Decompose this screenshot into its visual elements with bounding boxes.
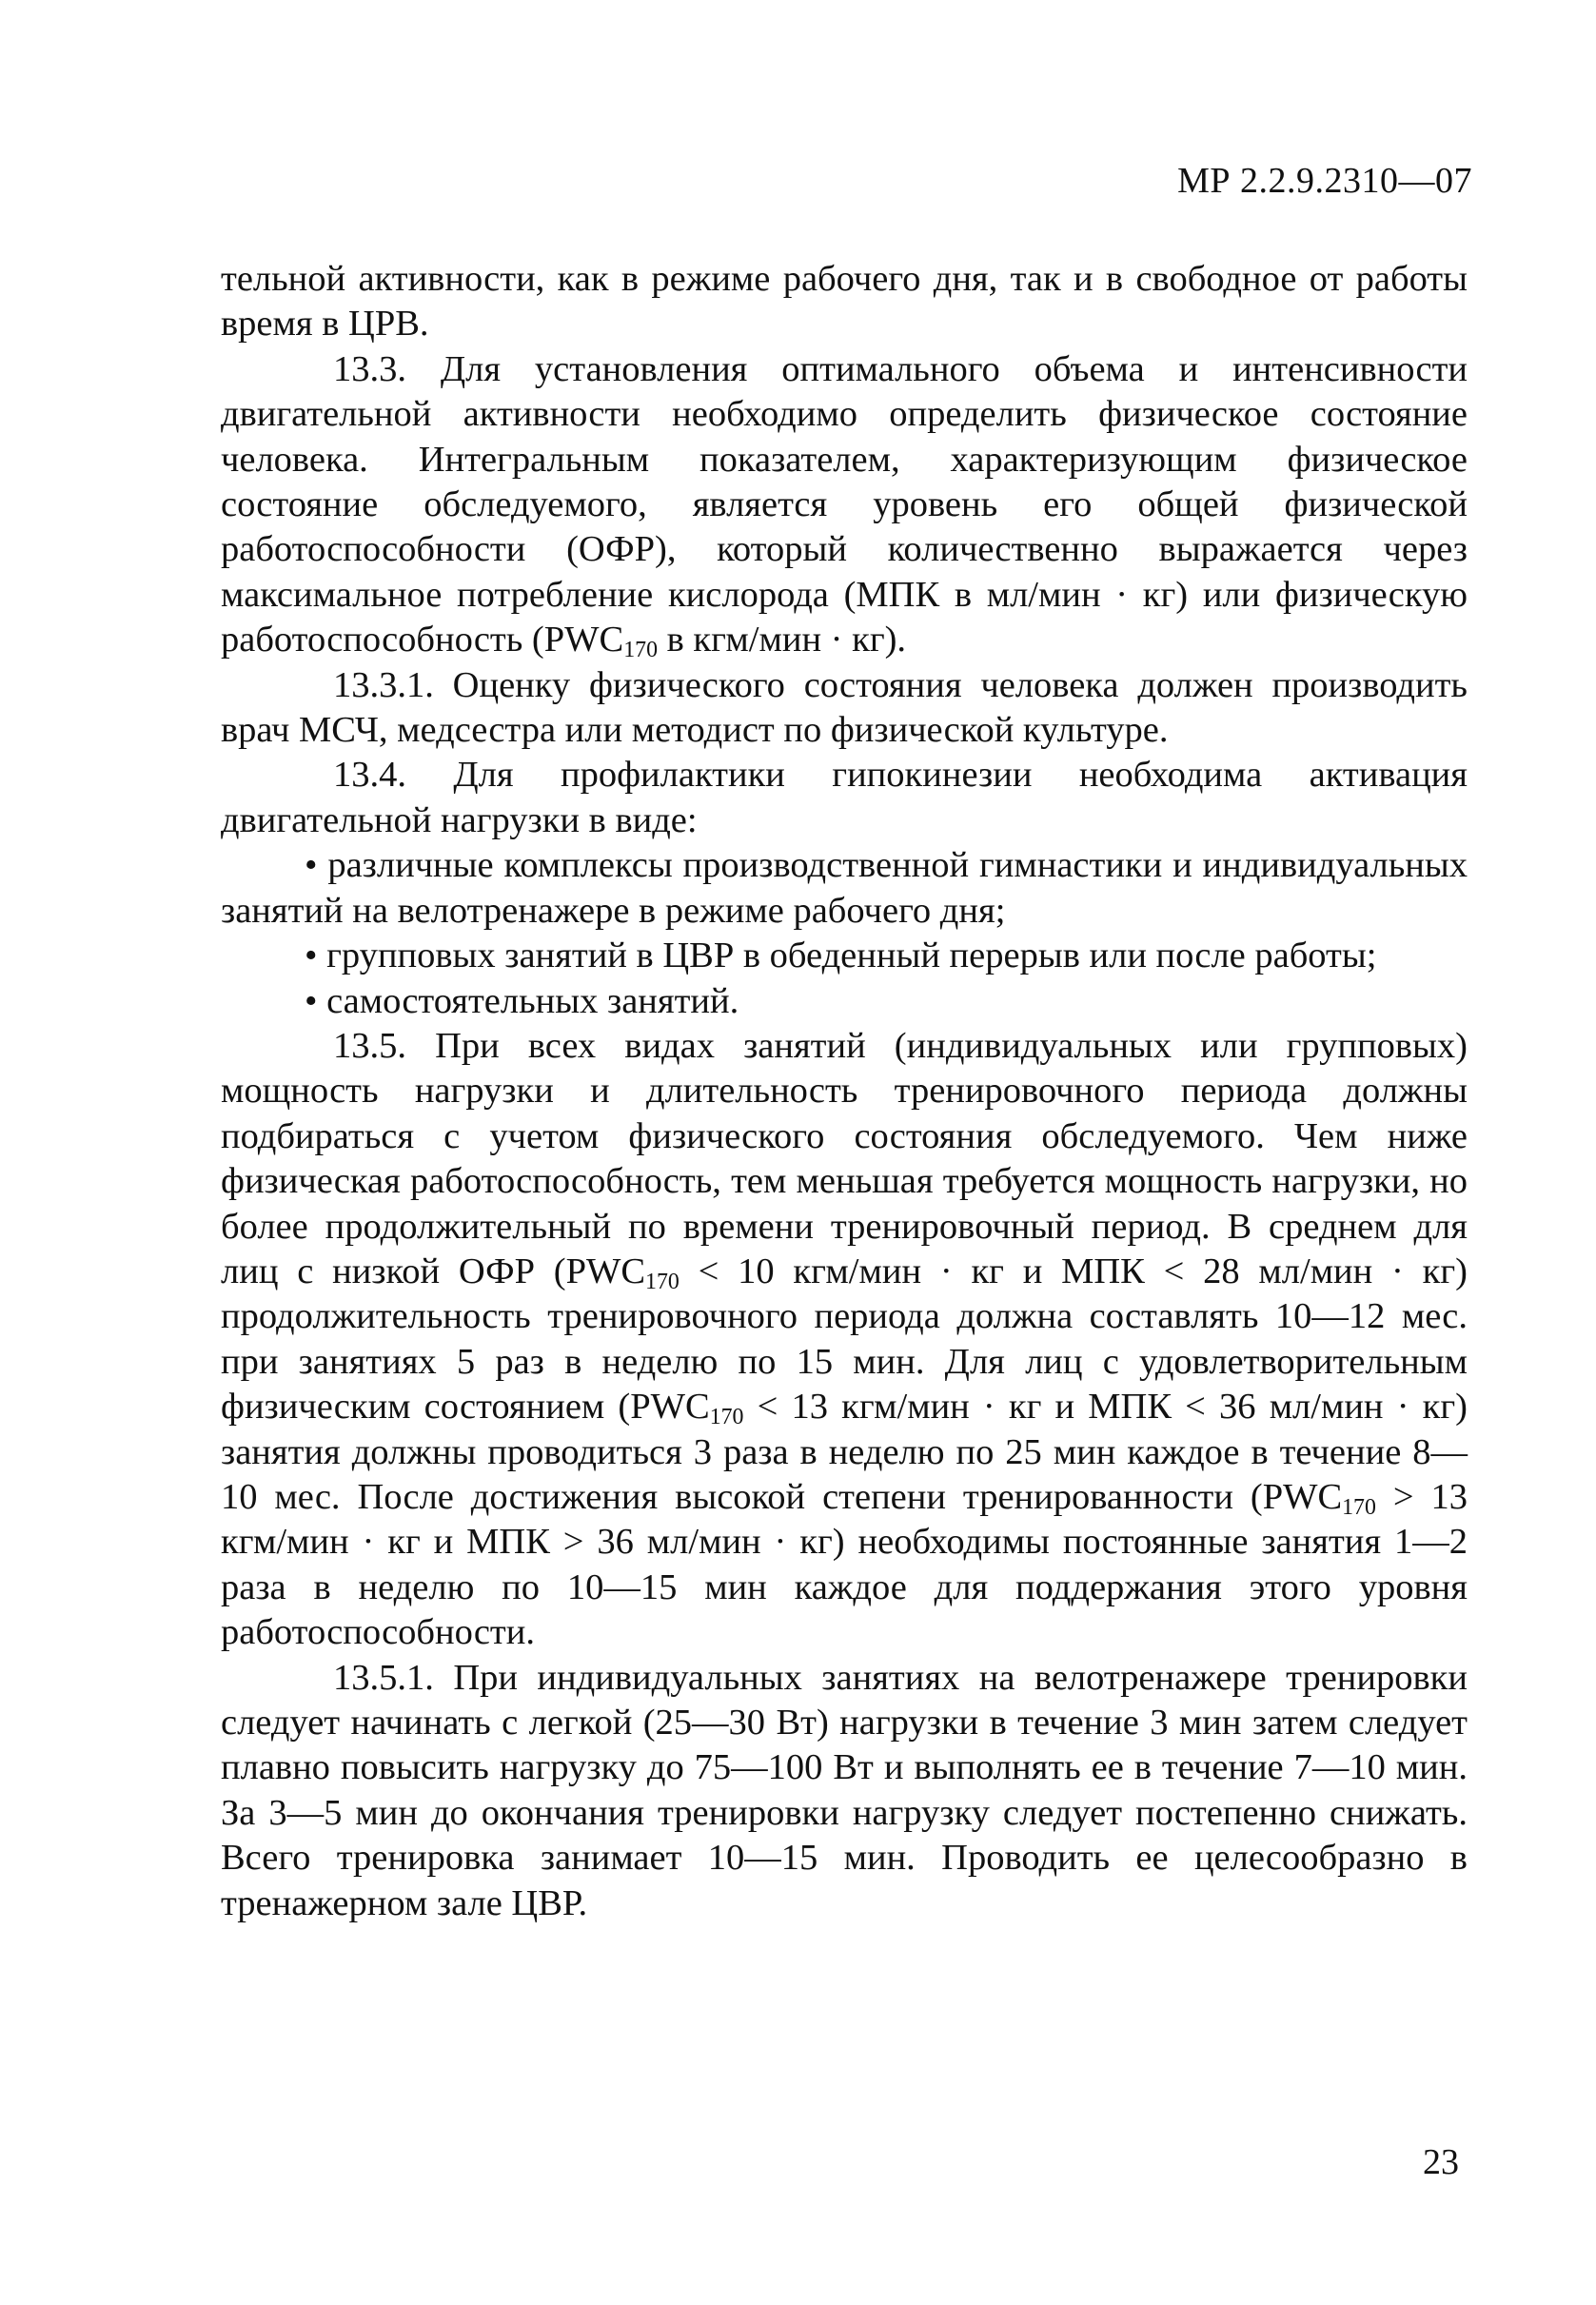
paragraph-13-5-1: 13.5.1. При индивидуальных занятиях на велотренажере тренировки следует начинать с легкой (25—30 Вт) нагрузки в течение 3 мин затем следует плавно повысить нагрузку до 75—100 Вт и выполнять ее в течение 7—10 мин. За 3—5 мин до окончания тренировки нагрузку следует постепенно снижать. Всего тренировка занимает 10—15 мин. Проводить ее целесообразно в тренажерном зале ЦВР. (221, 1657, 1468, 1923)
paragraph-13-4: 13.4. Для профилактики гипокинезии необходима активация двигательной нагрузки в виде: (221, 755, 1468, 840)
paragraph-13-5: 13.5. При всех видах занятий (индивидуальных или групповых) мощность нагрузки и длительность тренировочного периода должны подбираться с учетом физического состояния обследуемого. Чем ниже физическая работоспособность, тем меньшая требуется мощность нагрузки, но более продолжительный по времени тренировочный период. В среднем для лиц с низкой ОФР ($PWC_{170} < 10$ кгм/мин · кг и МПК < 28 мл/мин · кг) продолжительность тренировочного периода должна составлять 10—12 мес. при занятиях 5 раз в неделю по 15 мин. Для лиц с удовлетворительным физическим состоянием ($PWC_{170} < 13$ кгм/мин · кг и МПК < 36 мл/мин · кг) занятия должны проводиться 3 раза в неделю по 25 мин каждое в течение 8—10 мес. После достижения высокой степени тренированности ($PWC_{170} > 13$ кгм/мин · кг и МПК > 36 мл/мин · кг) необходимы постоянные занятия 1—2 раза в неделю по 10—15 мин каждое для поддержания этого уровня работоспособности. (221, 1025, 1468, 1653)
pwc-subscript: 170 (709, 1405, 744, 1430)
paragraph-13-3: 13.3. Для установления оптимального объема и интенсивности двигательной активности необходимо определить физическое состояние человека. Интегральным показателем, характеризующим физическое состояние обследуемого, является уровень его общей физической работоспособности (ОФР), который количественно выражается через максимальное потребление кислорода (МПК в мл/мин · кг) или физическую работоспособность ($PWC_{170}$ в кгм/мин · кг). (221, 348, 1468, 663)
paragraph-13-3-1: 13.3.1. Оценку физического состояния человека должен производить врач МСЧ, медсестра или методист по физической культуре. (221, 664, 1468, 751)
document-code-header: МР 2.2.9.2310—07 (1177, 161, 1472, 201)
bullet-item-self-sessions: • самостоятельных занятий. (305, 980, 739, 1021)
page-number: 23 (1423, 2142, 1459, 2182)
bullet-item-gymnastics: • различные комплексы производственной гимнастики и индивидуальных занятий на велотренажере в режиме рабочего дня; (221, 845, 1468, 931)
pwc-subscript: 170 (623, 638, 658, 663)
document-body (221, 257, 1468, 1926)
paragraph-continuation: тельной активности, как в режиме рабочего дня, так и в свободное от работы время в ЦРВ. (221, 259, 1468, 345)
pwc-subscript: 170 (1342, 1494, 1376, 1520)
pwc-subscript: 170 (645, 1269, 680, 1294)
bullet-item-group-sessions: • групповых занятий в ЦВР в обеденный перерыв или после работы; (305, 936, 1377, 976)
